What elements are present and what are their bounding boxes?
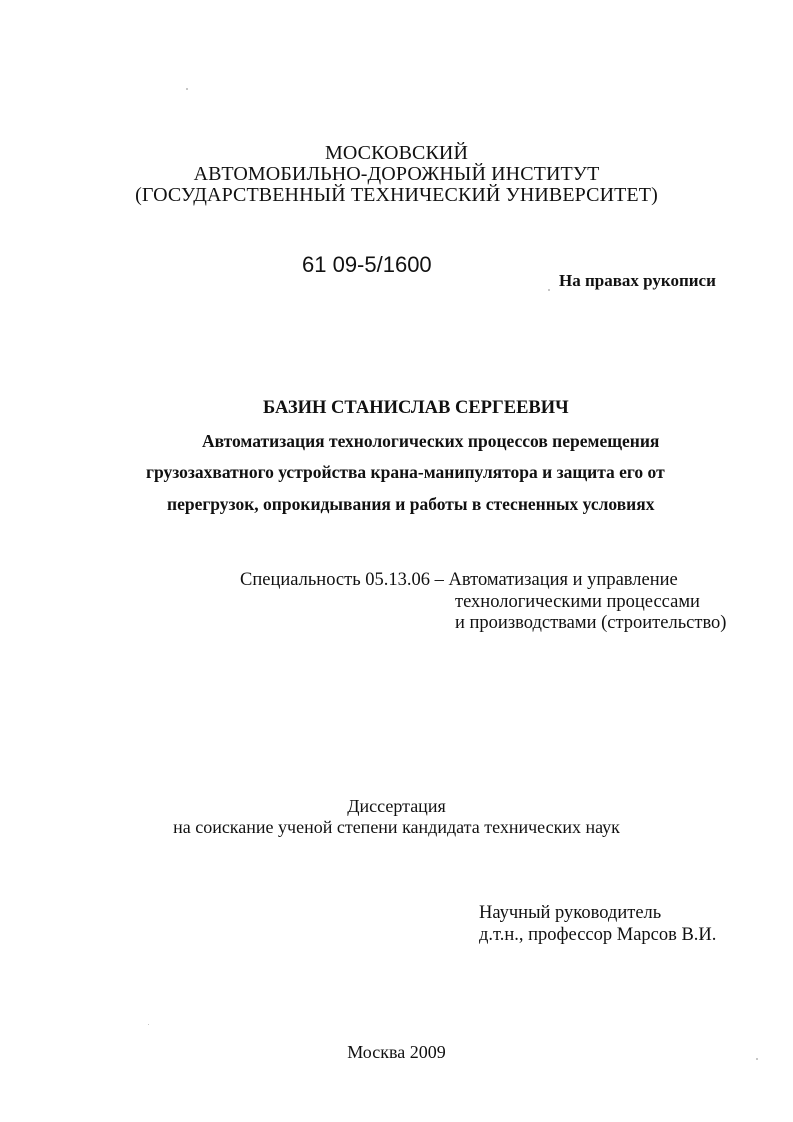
- specialty-line-1: Специальность 05.13.06 – Автоматизация и управление: [240, 570, 678, 590]
- manuscript-note: На правах рукописи: [559, 271, 716, 290]
- supervisor-label: Научный руководитель: [479, 903, 662, 923]
- supervisor-name: д.т.н., профессор Марсов В.И.: [479, 925, 717, 945]
- scan-speck: [548, 289, 550, 291]
- title-line-3: перегрузок, опрокидывания и работы в стесненных условиях: [167, 494, 655, 514]
- author-name: БАЗИН СТАНИСЛАВ СЕРГЕЕВИЧ: [263, 398, 569, 418]
- institute-line-1: МОСКОВСКИЙ: [324, 142, 468, 164]
- city-year: Москва 2009: [347, 1042, 446, 1062]
- scan-speck: [148, 1024, 149, 1025]
- scan-speck: [186, 88, 188, 90]
- title-line-1: Автоматизация технологических процессов перемещения: [202, 431, 660, 451]
- specialty-line-2: технологическими процессами: [455, 592, 700, 612]
- library-code: 61 09-5/1600: [302, 252, 432, 277]
- title-line-2: грузозахватного устройства крана-манипулятора и защита его от: [146, 462, 665, 482]
- institute-line-2: АВТОМОБИЛЬНО-ДОРОЖНЫЙ ИНСТИТУТ: [193, 163, 600, 185]
- dissertation-label: Диссертация: [347, 796, 446, 816]
- specialty-line-3: и производствами (строительство): [455, 613, 727, 633]
- institute-line-3: (ГОСУДАРСТВЕННЫЙ ТЕХНИЧЕСКИЙ УНИВЕРСИТЕТ): [135, 184, 658, 206]
- dissertation-degree: на соискание ученой степени кандидата технических наук: [173, 817, 620, 837]
